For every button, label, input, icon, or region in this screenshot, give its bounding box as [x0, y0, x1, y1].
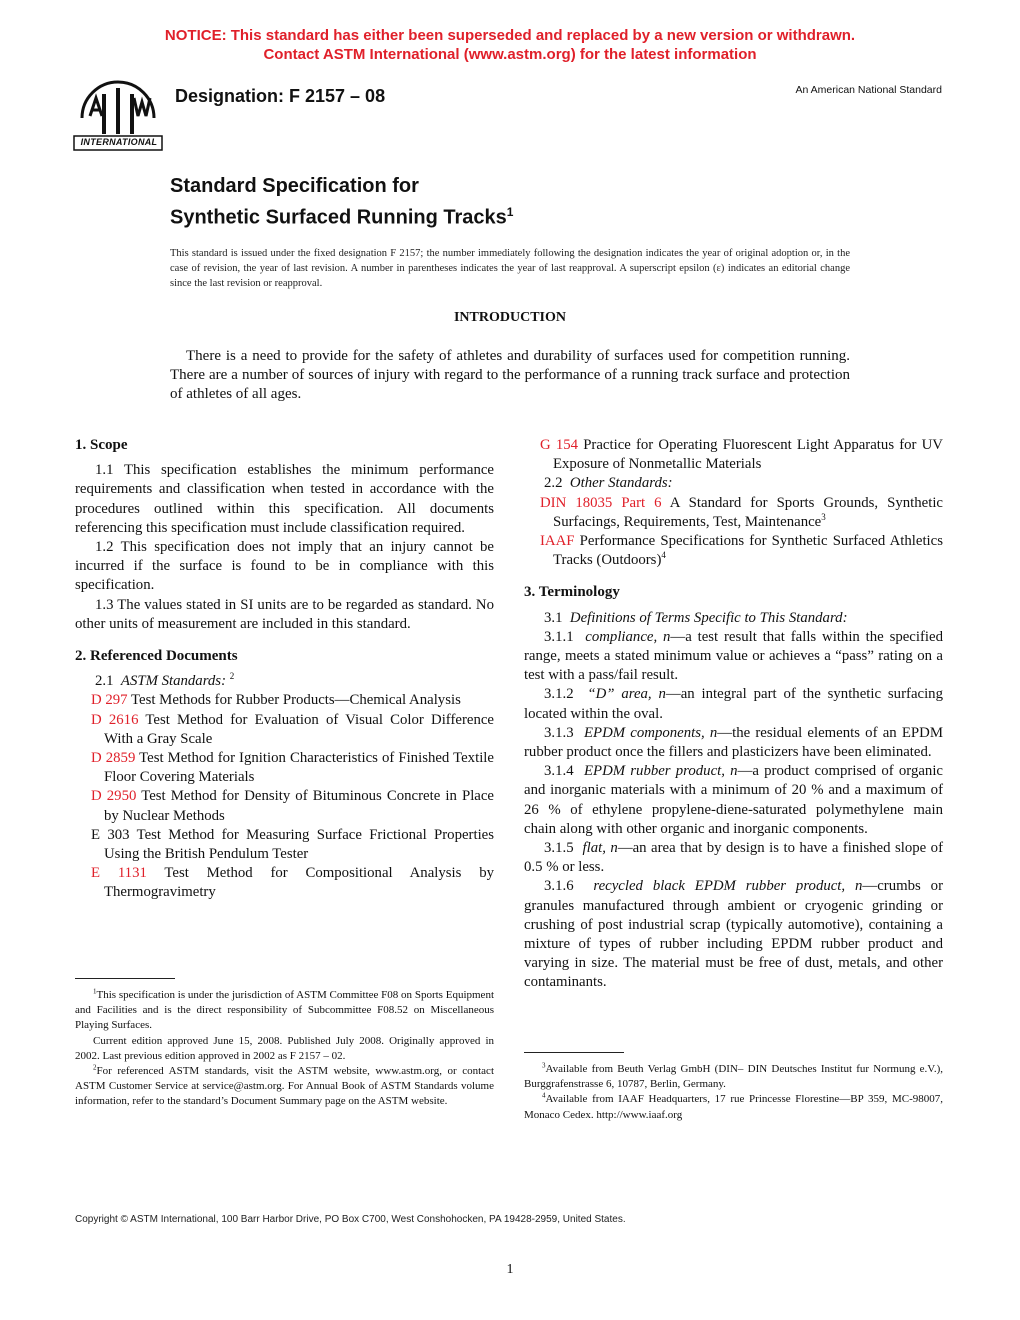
footnote-divider-right: [524, 1052, 624, 1053]
term-3-1-2: [524, 685, 943, 723]
astm-standards-label: [75, 672, 494, 691]
definitions-num: 3.1: [544, 609, 563, 626]
ref-text-iaaf: Performance Specifications for Synthetic Surfaced Athletics Tracks (Outdoors): [553, 533, 943, 569]
footnote-text: This specification is under the jurisdiction of ASTM Committee F08 on Sports Equipment and Facilities and is the direct responsibility of Subcommittee F08.52 on Miscellaneous Playing Surfaces.: [75, 989, 494, 1032]
footnote-divider-left: [75, 978, 175, 979]
term-num: 3.1.4: [544, 763, 574, 780]
ref-link-d2616[interactable]: D 2616: [91, 711, 139, 728]
term-definition: —an area that by design is to have a finished slope of 0.5 % or less.: [524, 840, 943, 876]
footnote-edition: [75, 1034, 494, 1064]
ref-text-e1131: Test Method for Compositional Analysis by Thermogravimetry: [104, 865, 494, 901]
document-title: [170, 173, 513, 231]
ref-code-e303: E 303: [91, 826, 130, 843]
footnote-mark: 3: [542, 1061, 546, 1070]
footnote-mark: 2: [93, 1063, 97, 1072]
term-num: 3.1.6: [544, 878, 574, 895]
ref-link-iaaf[interactable]: IAAF: [540, 533, 575, 550]
terminology-definitions-label: [524, 609, 943, 628]
footnotes-right: [524, 1062, 943, 1123]
scope-1-1: 1.1 This specification establishes the minimum performance requirements and classification when tested in accordance with the procedures outlined within this specification. All documents referencing this specification must include classification required.: [75, 462, 494, 536]
term-name: EPDM components, n: [584, 724, 718, 741]
term-definition: —a test result that falls within the specified range, meets a stated minimum value or achieves a “pass” rating on a test with a pass/fail result.: [524, 628, 943, 684]
term-num: 3.1.2: [544, 686, 574, 703]
footnote-4: [524, 1092, 943, 1122]
footnote-2: [75, 1064, 494, 1110]
other-standards-num: 2.2: [544, 475, 563, 492]
ref-text-d297: Test Methods for Rubber Products—Chemical Analysis: [131, 692, 461, 709]
term-3-1-3: [524, 724, 943, 762]
term-3-1-4: [524, 762, 943, 839]
definitions-text: Definitions of Terms Specific to This Standard:: [569, 609, 848, 626]
copyright: Copyright © ASTM International, 100 Barr Harbor Drive, PO Box C700, West Conshohocken, PA 19428-2959, United States.: [75, 1214, 626, 1225]
astm-standards-num: 2.1: [95, 673, 114, 690]
ref-text-d2950: Test Method for Density of Bituminous Concrete in Place by Nuclear Methods: [104, 788, 495, 824]
ref-din18035: [524, 494, 943, 532]
ref-g154: [524, 436, 943, 474]
astm-standards-sup: 2: [229, 671, 235, 682]
ref-d2616: [75, 711, 494, 749]
term-3-1-1: [524, 628, 943, 686]
title-line-2-text: Synthetic Surfaced Running Tracks: [170, 206, 507, 229]
term-name: EPDM rubber product, n: [584, 763, 738, 780]
ref-d2859: [75, 749, 494, 787]
ref-link-e1131[interactable]: E 1131: [91, 865, 147, 882]
introduction-body: There is a need to provide for the safety of athletes and durability of surfaces used for competition running. There are a number of sources of injury with regard to the performance of a running track surface and protection of athletes of all ages.: [170, 348, 850, 402]
term-definition: —an integral part of the synthetic surfacing located within the oval.: [524, 686, 943, 722]
other-standards-label: [524, 474, 943, 493]
astm-standards-text: ASTM Standards:: [120, 673, 226, 690]
term-name: compliance, n: [585, 628, 671, 645]
page-number: 1: [506, 1262, 514, 1277]
introduction-heading: INTRODUCTION: [453, 310, 566, 325]
issued-note: This standard is issued under the fixed designation F 2157; the number immediately following the designation indicates the year of original adoption or, in the case of revision, the year of last revision. A number in parentheses indicates the year of last reapproval. A superscript epsilon (ε) indicates an editorial change since the last revision or reapproval.: [170, 248, 850, 289]
ref-sup-din18035: 3: [821, 511, 826, 522]
footnote-1: [75, 988, 494, 1034]
footnote-text: For referenced ASTM standards, visit the ASTM website, www.astm.org, or contact ASTM Customer Service at service@astm.org. For Annual Book of ASTM Standards volume information, refer to the standard’s Document Summary page on the ASTM website.: [75, 1065, 494, 1108]
title-footnote-mark: 1: [506, 205, 514, 219]
term-3-1-6: [524, 877, 943, 992]
term-num: 3.1.1: [544, 628, 574, 645]
ref-iaaf: [524, 532, 943, 570]
logo-subtext: INTERNATIONAL: [80, 137, 158, 147]
footnote-3: [524, 1062, 943, 1092]
referenced-documents-heading: 2. Referenced Documents: [75, 648, 238, 665]
ref-e303: [75, 826, 494, 864]
ref-text-g154: Practice for Operating Fluorescent Light Apparatus for UV Exposure of Nonmetallic Materials: [553, 437, 943, 473]
american-national-standard: An American National Standard: [795, 84, 942, 96]
term-num: 3.1.3: [544, 724, 574, 741]
ref-text-e303: Test Method for Measuring Surface Frictional Properties Using the British Pendulum Tester: [104, 826, 495, 863]
left-column: [75, 436, 494, 903]
ref-link-din18035[interactable]: DIN 18035 Part 6: [540, 494, 662, 511]
title-line-1: Standard Specification for: [170, 175, 419, 197]
footnotes-left: [75, 988, 494, 1110]
withdrawal-notice: [0, 26, 1020, 64]
footnote-mark: 4: [542, 1091, 546, 1100]
ref-sup-iaaf: 4: [661, 550, 666, 561]
ref-e1131: [75, 864, 494, 902]
ref-link-d2950[interactable]: D 2950: [91, 788, 137, 805]
notice-line-1: NOTICE: This standard has either been superseded and replaced by a new version or withdrawn.: [164, 27, 856, 44]
ref-text-d2859: Test Method for Ignition Characteristics of Finished Textile Floor Covering Materials: [104, 750, 494, 786]
title-line-2: [170, 199, 513, 231]
notice-line-2: Contact ASTM International (www.astm.org) for the latest information: [263, 46, 757, 63]
term-3-1-5: [524, 839, 943, 877]
designation: Designation: F 2157 – 08: [175, 86, 386, 106]
footnote-mark: 1: [93, 987, 97, 996]
ref-link-d297[interactable]: D 297: [91, 692, 128, 709]
ref-link-d2859[interactable]: D 2859: [91, 750, 136, 767]
term-definition: —the residual elements of an EPDM rubber product once the fillers and plasticizers have been eliminated.: [524, 724, 943, 761]
scope-1-2: 1.2 This specification does not imply that an injury cannot be incurred if the surface is found to be in compliance with this specification.: [75, 539, 494, 594]
right-column: [524, 436, 943, 993]
astm-logo: [72, 76, 164, 154]
ref-text-din18035: A Standard for Sports Grounds, Synthetic Surfacings, Requirements, Test, Maintenance: [553, 494, 943, 530]
footnote-text: Current edition approved June 15, 2008. Published July 2008. Originally approved in 2002. Last previous edition approved in 2002 as F 2157 – 02.: [75, 1034, 494, 1062]
scope-heading: 1. Scope: [75, 437, 128, 453]
footnote-text: Available from IAAF Headquarters, 17 rue Princesse Florestine—BP 359, MC-98007, Monaco Cedex. http://www.iaaf.org: [524, 1093, 943, 1121]
footnote-text: Available from Beuth Verlag GmbH (DIN– DIN Deutsches Institut fur Normung e.V.), Burggrafenstrasse 6, 10787, Berlin, Germany.: [524, 1063, 943, 1091]
ref-d2950: [75, 787, 494, 825]
ref-d297: [75, 691, 494, 710]
term-num: 3.1.5: [544, 840, 574, 857]
term-definition: —crumbs or granules manufactured through ambient or cryogenic grinding or crushing of post industrial scrap (typically automotive), containing a mixture of types of rubber including EPDM rubber product and varying in size. The material must be free of dust, metals, and other contaminants.: [524, 878, 943, 991]
scope-1-3: 1.3 The values stated in SI units are to be regarded as standard. No other units of measurement are included in this standard.: [75, 596, 494, 632]
term-name: recycled black EPDM rubber product, n: [593, 878, 863, 895]
ref-text-d2616: Test Method for Evaluation of Visual Color Difference With a Gray Scale: [104, 711, 494, 747]
other-standards-text: Other Standards:: [569, 475, 673, 492]
terminology-heading: 3. Terminology: [524, 584, 620, 601]
introduction-text: [170, 347, 850, 404]
term-definition: —a product comprised of organic and inorganic materials with a minimum of 20 % and a maximum of 26 % of ethylene propylene-diene-saturated polymethylene main chain along with other organic and inorganic components.: [524, 763, 943, 837]
term-name: flat, n: [582, 840, 618, 857]
ref-link-g154[interactable]: G 154: [540, 437, 579, 453]
term-name: “D” area, n: [587, 686, 666, 703]
